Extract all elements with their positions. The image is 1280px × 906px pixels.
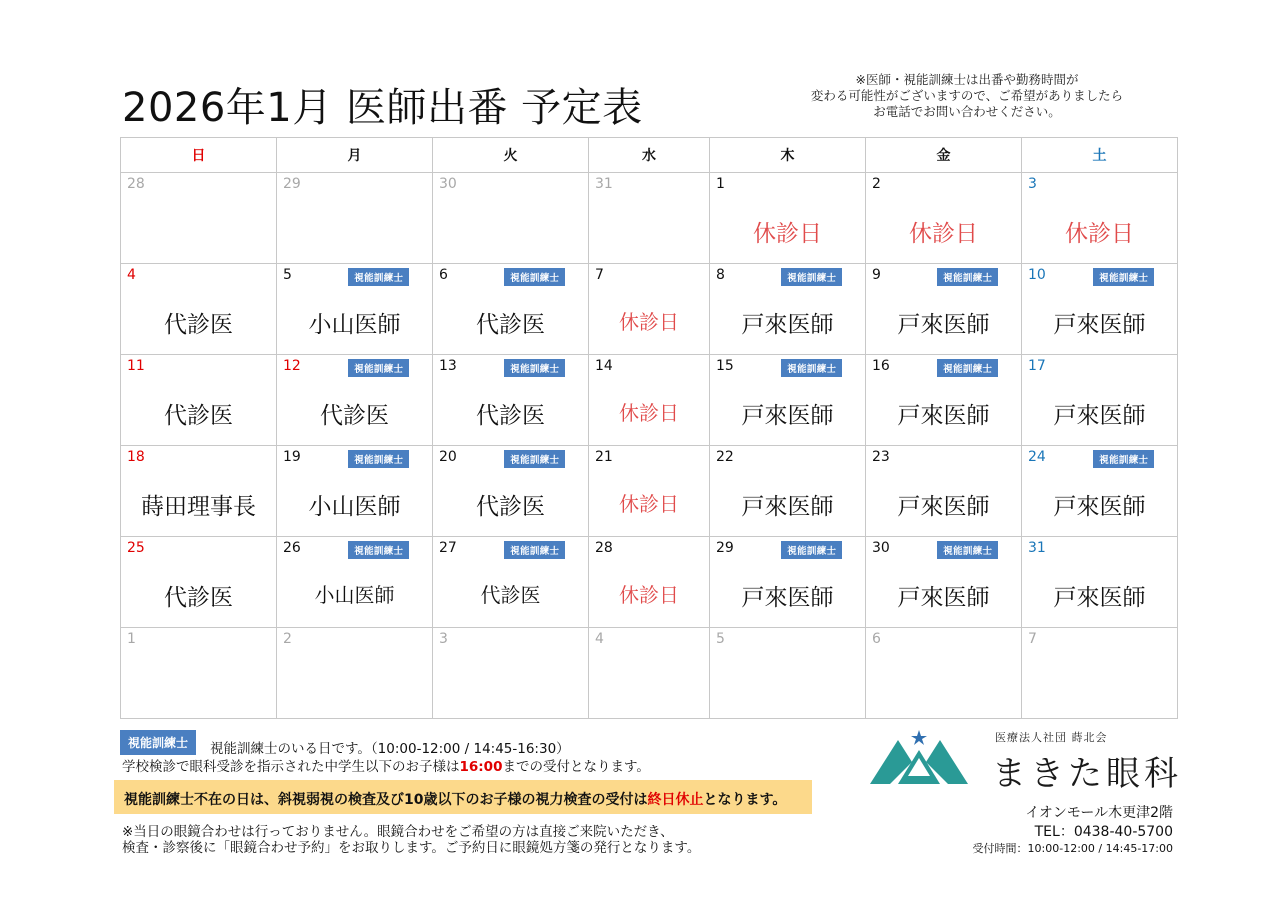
calendar-day-cell <box>433 628 589 719</box>
weekday-header-cell: 金 <box>866 138 1022 173</box>
doctor-assignment: 小山医師 <box>308 494 401 520</box>
day-number: 9 <box>872 267 881 283</box>
orthoptist-badge: 視能訓練士 <box>504 268 565 286</box>
day-number: 7 <box>1028 631 1037 647</box>
calendar-day-cell <box>433 264 589 355</box>
day-number: 7 <box>595 267 604 283</box>
day-number: 8 <box>716 267 725 283</box>
doctor-assignment: 戸來医師 <box>1053 494 1146 520</box>
doctor-assignment: 戸來医師 <box>741 403 834 429</box>
orthoptist-badge: 視能訓練士 <box>937 359 998 377</box>
orthoptist-badge: 視能訓練士 <box>504 359 565 377</box>
calendar-week-row <box>121 173 1178 264</box>
day-number: 18 <box>127 449 145 465</box>
doctor-assignment: 蒔田理事長 <box>141 494 256 520</box>
calendar-day-cell <box>121 264 277 355</box>
calendar-day-cell <box>589 355 710 446</box>
calendar-day-cell <box>277 264 433 355</box>
day-number: 25 <box>127 540 145 556</box>
calendar-week-row <box>121 537 1178 628</box>
school-checkup-note <box>122 755 650 775</box>
calendar-day-cell <box>710 446 866 537</box>
doctor-assignment: 代診医 <box>164 585 233 611</box>
day-number: 30 <box>439 176 457 192</box>
day-number: 1 <box>716 176 725 192</box>
doctor-assignment: 戸來医師 <box>741 312 834 338</box>
day-number: 5 <box>716 631 725 647</box>
day-number: 28 <box>595 540 613 556</box>
orthoptist-badge: 視能訓練士 <box>781 359 842 377</box>
clinic-org-name: 医療法人社団 蒔北会 <box>995 731 1108 744</box>
calendar-day-cell <box>433 537 589 628</box>
weekday-header-cell: 土 <box>1022 138 1178 173</box>
day-number: 10 <box>1028 267 1046 283</box>
day-number: 2 <box>283 631 292 647</box>
day-number: 1 <box>127 631 136 647</box>
orthoptist-badge: 視能訓練士 <box>937 268 998 286</box>
doctor-assignment: 小山医師 <box>314 583 395 607</box>
page-title: 2026年1月 医師出番 予定表 <box>122 85 643 131</box>
doctor-assignment: 戸來医師 <box>741 494 834 520</box>
orthoptist-badge: 視能訓練士 <box>348 541 409 559</box>
day-number: 3 <box>1028 176 1037 192</box>
calendar-day-cell <box>277 446 433 537</box>
legend-badge: 視能訓練士 <box>120 730 196 755</box>
doctor-assignment: 休診日 <box>619 310 679 334</box>
doctor-assignment: 休診日 <box>909 221 978 247</box>
day-number: 20 <box>439 449 457 465</box>
orthoptist-badge: 視能訓練士 <box>348 450 409 468</box>
day-number: 6 <box>872 631 881 647</box>
calendar-day-cell <box>589 628 710 719</box>
highlight-text-end: となります。 <box>703 792 787 808</box>
footnote-line: ※当日の眼鏡合わせは行っておりません。眼鏡合わせをご希望の方は直接ご来院いただき、 <box>122 824 674 840</box>
day-number: 23 <box>872 449 890 465</box>
calendar-day-cell <box>710 628 866 719</box>
weekday-header-cell: 火 <box>433 138 589 173</box>
day-number: 4 <box>595 631 604 647</box>
doctor-assignment: 戸來医師 <box>1053 403 1146 429</box>
doctor-assignment: 代診医 <box>164 403 233 429</box>
doctor-assignment: 代診医 <box>476 403 545 429</box>
day-number: 19 <box>283 449 301 465</box>
footnote-line: 検査・診察後に「眼鏡合わせ予約」をお取りします。ご予約日に眼鏡処方箋の発行となります。 <box>122 840 701 856</box>
clinic-address: イオンモール木更津2階 <box>1025 805 1173 821</box>
orthoptist-badge: 視能訓練士 <box>348 359 409 377</box>
calendar-day-cell <box>866 264 1022 355</box>
doctor-assignment: 休診日 <box>619 492 679 516</box>
doctor-assignment: 小山医師 <box>308 312 401 338</box>
day-number: 22 <box>716 449 734 465</box>
school-note-time: 16:00 <box>459 759 503 775</box>
calendar-day-cell <box>277 628 433 719</box>
calendar-day-cell <box>121 355 277 446</box>
day-number: 26 <box>283 540 301 556</box>
day-number: 4 <box>127 267 136 283</box>
calendar-body <box>121 173 1178 719</box>
weekday-header-cell: 水 <box>589 138 710 173</box>
calendar-day-cell <box>1022 355 1178 446</box>
school-note-text-end: までの受付となります。 <box>502 759 650 775</box>
orthoptist-badge: 視能訓練士 <box>504 541 565 559</box>
doctor-assignment: 休診日 <box>753 221 822 247</box>
calendar-day-cell <box>277 537 433 628</box>
day-number: 27 <box>439 540 457 556</box>
calendar-day-cell <box>589 537 710 628</box>
day-number: 6 <box>439 267 448 283</box>
orthoptist-badge: 視能訓練士 <box>781 541 842 559</box>
calendar-day-cell <box>1022 537 1178 628</box>
doctor-assignment: 戸來医師 <box>897 403 990 429</box>
doctor-assignment: 休診日 <box>619 583 679 607</box>
legend-text: 視能訓練士のいる日です。（10:00-12:00 / 14:45-16:30） <box>210 741 570 757</box>
day-number: 28 <box>127 176 145 192</box>
calendar-day-cell <box>710 355 866 446</box>
orthoptist-badge: 視能訓練士 <box>1093 268 1154 286</box>
doctor-assignment: 休診日 <box>1065 221 1134 247</box>
orthoptist-badge: 視能訓練士 <box>348 268 409 286</box>
day-number: 31 <box>595 176 613 192</box>
calendar-day-cell <box>121 537 277 628</box>
day-number: 13 <box>439 358 457 374</box>
doctor-assignment: 戸來医師 <box>897 494 990 520</box>
day-number: 14 <box>595 358 613 374</box>
calendar-day-cell <box>866 537 1022 628</box>
clinic-logo-icon <box>868 728 970 790</box>
calendar-day-cell <box>121 446 277 537</box>
orthoptist-badge: 視能訓練士 <box>1093 450 1154 468</box>
clinic-hours: 受付時間：10:00-12:00 / 14:45-17:00 <box>972 842 1173 855</box>
orthoptist-badge: 視能訓練士 <box>781 268 842 286</box>
day-number: 3 <box>439 631 448 647</box>
weekday-header-cell: 日 <box>121 138 277 173</box>
calendar-day-cell <box>433 355 589 446</box>
calendar-day-cell <box>433 173 589 264</box>
calendar-day-cell <box>1022 628 1178 719</box>
doctor-assignment: 代診医 <box>476 312 545 338</box>
calendar-day-cell <box>277 173 433 264</box>
calendar-day-cell <box>1022 264 1178 355</box>
doctor-assignment: 戸來医師 <box>741 585 834 611</box>
clinic-phone: TEL：0438-40-5700 <box>1034 824 1173 840</box>
doctor-assignment: 戸來医師 <box>897 312 990 338</box>
day-number: 16 <box>872 358 890 374</box>
top-notice-line: ※医師・視能訓練士は出番や勤務時間が <box>855 72 1079 87</box>
weekday-header-cell: 木 <box>710 138 866 173</box>
day-number: 30 <box>872 540 890 556</box>
calendar-day-cell <box>121 173 277 264</box>
doctor-assignment: 戸來医師 <box>1053 585 1146 611</box>
calendar-day-cell <box>710 264 866 355</box>
highlight-text: 視能訓練士不在の日は、斜視弱視の検査及び10歳以下のお子様の視力検査の受付は <box>124 792 648 808</box>
highlight-notice <box>124 789 786 809</box>
calendar-day-cell <box>121 628 277 719</box>
calendar-day-cell <box>589 173 710 264</box>
top-notice-line: 変わる可能性がございますので、ご希望がありましたら <box>810 88 1124 103</box>
calendar-day-cell <box>277 355 433 446</box>
calendar-week-row <box>121 446 1178 537</box>
calendar-day-cell <box>866 446 1022 537</box>
day-number: 24 <box>1028 449 1046 465</box>
doctor-assignment: 代診医 <box>480 583 541 607</box>
doctor-assignment: 代診医 <box>476 494 545 520</box>
calendar-week-row <box>121 628 1178 719</box>
calendar-day-cell <box>1022 446 1178 537</box>
calendar-week-row <box>121 264 1178 355</box>
top-notice <box>792 72 1142 120</box>
calendar-day-cell <box>866 628 1022 719</box>
orthoptist-badge: 視能訓練士 <box>937 541 998 559</box>
calendar-day-cell <box>589 446 710 537</box>
doctor-assignment: 戸來医師 <box>897 585 990 611</box>
highlight-red-text: 終日休止 <box>647 792 704 808</box>
doctor-assignment: 代診医 <box>164 312 233 338</box>
calendar-day-cell <box>589 264 710 355</box>
day-number: 17 <box>1028 358 1046 374</box>
day-number: 21 <box>595 449 613 465</box>
calendar-week-row <box>121 355 1178 446</box>
weekday-header-cell: 月 <box>277 138 433 173</box>
day-number: 11 <box>127 358 145 374</box>
calendar-day-cell <box>710 173 866 264</box>
doctor-assignment: 代診医 <box>320 403 389 429</box>
weekday-header <box>121 138 1178 173</box>
clinic-name: まきた眼科 <box>992 754 1182 794</box>
schedule-calendar <box>120 137 1178 719</box>
day-number: 2 <box>872 176 881 192</box>
doctor-assignment: 戸來医師 <box>1053 312 1146 338</box>
day-number: 31 <box>1028 540 1046 556</box>
doctor-assignment: 休診日 <box>619 401 679 425</box>
day-number: 29 <box>716 540 734 556</box>
calendar-day-cell <box>866 173 1022 264</box>
day-number: 15 <box>716 358 734 374</box>
day-number: 12 <box>283 358 301 374</box>
calendar-day-cell <box>1022 173 1178 264</box>
orthoptist-badge: 視能訓練士 <box>504 450 565 468</box>
top-notice-line: お電話でお問い合わせください。 <box>873 104 1061 119</box>
calendar-day-cell <box>710 537 866 628</box>
calendar-day-cell <box>866 355 1022 446</box>
school-note-text: 学校検診で眼科受診を指示された中学生以下のお子様は <box>122 759 460 775</box>
day-number: 29 <box>283 176 301 192</box>
calendar-day-cell <box>433 446 589 537</box>
day-number: 5 <box>283 267 292 283</box>
